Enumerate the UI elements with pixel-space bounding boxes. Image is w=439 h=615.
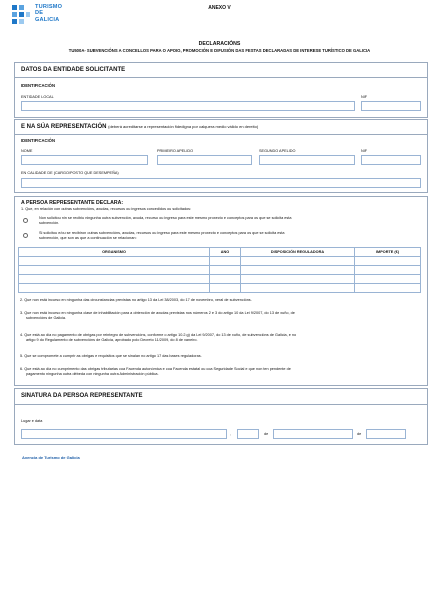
signature-section — [14, 388, 428, 445]
divider — [15, 404, 427, 405]
representative-nif-label: NIF — [361, 149, 368, 153]
table-header-row — [19, 248, 421, 257]
table-cell[interactable] — [210, 257, 241, 266]
surname1-field[interactable] — [157, 155, 252, 165]
declaration-item-6-line-1: 6. Que está ao día no cumprimento das obrigas tributarias coa Facenda autonómica e coa Facenda estatal ou coa Seguridade Social e que non ten pendente de — [20, 367, 291, 371]
divider — [15, 77, 427, 78]
table-cell[interactable] — [241, 257, 355, 266]
table-cell[interactable] — [355, 266, 421, 275]
representative-nif-field[interactable] — [361, 155, 421, 165]
column-header-importe: IMPORTE (€) — [355, 248, 421, 257]
table-cell[interactable] — [19, 275, 210, 284]
option-not-requested-radio[interactable] — [23, 218, 28, 223]
page-title: DECLARACIÓNS — [198, 41, 241, 47]
table-cell[interactable] — [355, 275, 421, 284]
table-cell[interactable] — [241, 266, 355, 275]
table-cell[interactable] — [210, 284, 241, 293]
table-row — [19, 257, 421, 266]
logo-line-1: TURISMO — [35, 4, 63, 10]
entity-label: ENTIDADE LOCAL — [21, 95, 54, 99]
column-header-ano: ANO — [210, 248, 241, 257]
annex-label: ANEXO V — [208, 5, 231, 11]
table-row — [19, 266, 421, 275]
declaration-item-3-line-1: 3. Que non está incurso en ningunha clase de inhabilitación para a obtención de axudas previstas nos números 2 e 3 do artigo 10 da Lei 9/2007, do 13 de xuño, de — [20, 311, 295, 315]
table-cell[interactable] — [210, 266, 241, 275]
signature-section-title: SINATURA DA PERSOA REPRESENTANTE — [21, 393, 143, 399]
table-cell[interactable] — [241, 284, 355, 293]
option-requested-line-1: Si solicitou e/ou se recibiron outras subvencións, axudas, recursos ou ingreso para este mesmo proxecto e conceptos para os que se solicita esta — [39, 231, 285, 235]
de-separator-1: de — [264, 432, 269, 436]
divider — [15, 134, 427, 135]
applicant-section — [14, 62, 428, 118]
applicant-identification-heading: IDENTIFICACIÓN — [21, 83, 55, 88]
representative-section — [14, 119, 428, 193]
position-label: EN CALIDADE DE (CARGO/POSTO QUE DESEMPEÑA) — [21, 171, 119, 175]
table-cell[interactable] — [355, 257, 421, 266]
declaration-item-4-line-2: artigo 9 do Regulamento de subvencións de Galicia, aprobado polo Decreto 11/2009, do 8 de xaneiro. — [26, 338, 198, 342]
place-date-label: Lugar e data — [21, 419, 43, 423]
applicant-section-title: DATOS DA ENTIDADE SOLICITANTE — [21, 67, 126, 73]
surname2-label: SEGUNDO APELIDO — [259, 149, 296, 153]
entity-field[interactable] — [21, 101, 355, 111]
representative-section-title — [21, 124, 258, 130]
column-header-disposicion: DISPOSICIÓN REGULADORA — [241, 248, 355, 257]
applicant-nif-field[interactable] — [361, 101, 421, 111]
table-cell[interactable] — [355, 284, 421, 293]
declaration-item-3-line-2: subvencións de Galicia. — [26, 316, 67, 320]
table-cell[interactable] — [19, 284, 210, 293]
table-cell[interactable] — [19, 257, 210, 266]
representative-note: (deberá acreditarse a representación fidedigna por calquera medio válido en dereito) — [108, 124, 259, 129]
option-not-requested-line-1: Non solicitou nin se recibiu ningunha outra subvención, axuda, recurso ou ingreso para este mesmo proxecto e conceptos para os que se solicita esta — [39, 216, 292, 220]
footer-agency: Axencia de Turismo de Galicia — [22, 455, 80, 460]
subsidies-table — [18, 247, 421, 293]
representative-identification-heading: IDENTIFICACIÓN — [21, 138, 55, 143]
option-requested-radio[interactable] — [23, 233, 28, 238]
declaration-item-4-line-1: 4. Que está ao día no pagamento de obrigas por reintegro de subvencións, conforme o artigo 10.2.g) da Lei 9/2007, do 13 de xuño, de subvencións de Galicia, e no — [20, 333, 297, 337]
logo-line-3: GALICIA — [35, 16, 60, 23]
representative-title-text: E NA SÚA REPRESENTACIÓN — [21, 124, 107, 130]
table-cell[interactable] — [19, 266, 210, 275]
day-field[interactable] — [237, 429, 259, 439]
de-separator-2: de — [357, 432, 362, 436]
applicant-nif-label: NIF — [361, 95, 368, 99]
declaration-item-2: 2. Que non está incurso en ningunha das circunstancias previstas no artigo 13 da Lei 38/2003, do 17 de novembro, xeral de subvencións. — [20, 298, 252, 302]
option-requested-line-2: subvención, que son as que a continuación se relacionan: — [39, 236, 137, 240]
position-field[interactable] — [21, 178, 421, 188]
declaration-section-title: A PERSOA REPRESENTANTE DECLARA: — [21, 200, 124, 206]
column-header-organismo: ORGANISMO — [19, 248, 210, 257]
name-field[interactable] — [21, 155, 148, 165]
table-cell[interactable] — [241, 275, 355, 284]
place-field[interactable] — [21, 429, 227, 439]
logo-line-2: DE — [35, 10, 44, 17]
option-not-requested-line-2: subvención. — [39, 221, 60, 225]
name-label: NOME — [21, 149, 33, 153]
comma-separator: , — [230, 432, 232, 436]
surname1-label: PRIMEIRO APELIDO — [157, 149, 194, 153]
surname2-field[interactable] — [259, 155, 355, 165]
declaration-item-6-line-2: pagamento ningunha outra débeda con ningunha outra Administración pública. — [26, 372, 159, 376]
table-cell[interactable] — [210, 275, 241, 284]
month-field[interactable] — [273, 429, 353, 439]
table-row — [19, 275, 421, 284]
declaration-item-1: 1. Que, en relación con outras subvencións, axudas, recursos ou ingresos concedidos ou solicitados: — [21, 207, 192, 211]
page-subtitle: TU500A- SUBVENCIÓNS A CONCELLOS PARA O APOIO, PROMOCIÓN E DIFUSIÓN DAS FESTAS DECLARADAS DE INTERESE TURÍSTICO DE GALICIA — [68, 48, 371, 53]
year-field[interactable] — [366, 429, 406, 439]
table-row — [19, 284, 421, 293]
declaration-item-5: 5. Que se compromete a cumprir as obrigas e requisitos que se sinalan no artigo 17 das bases reguladoras. — [20, 354, 202, 358]
